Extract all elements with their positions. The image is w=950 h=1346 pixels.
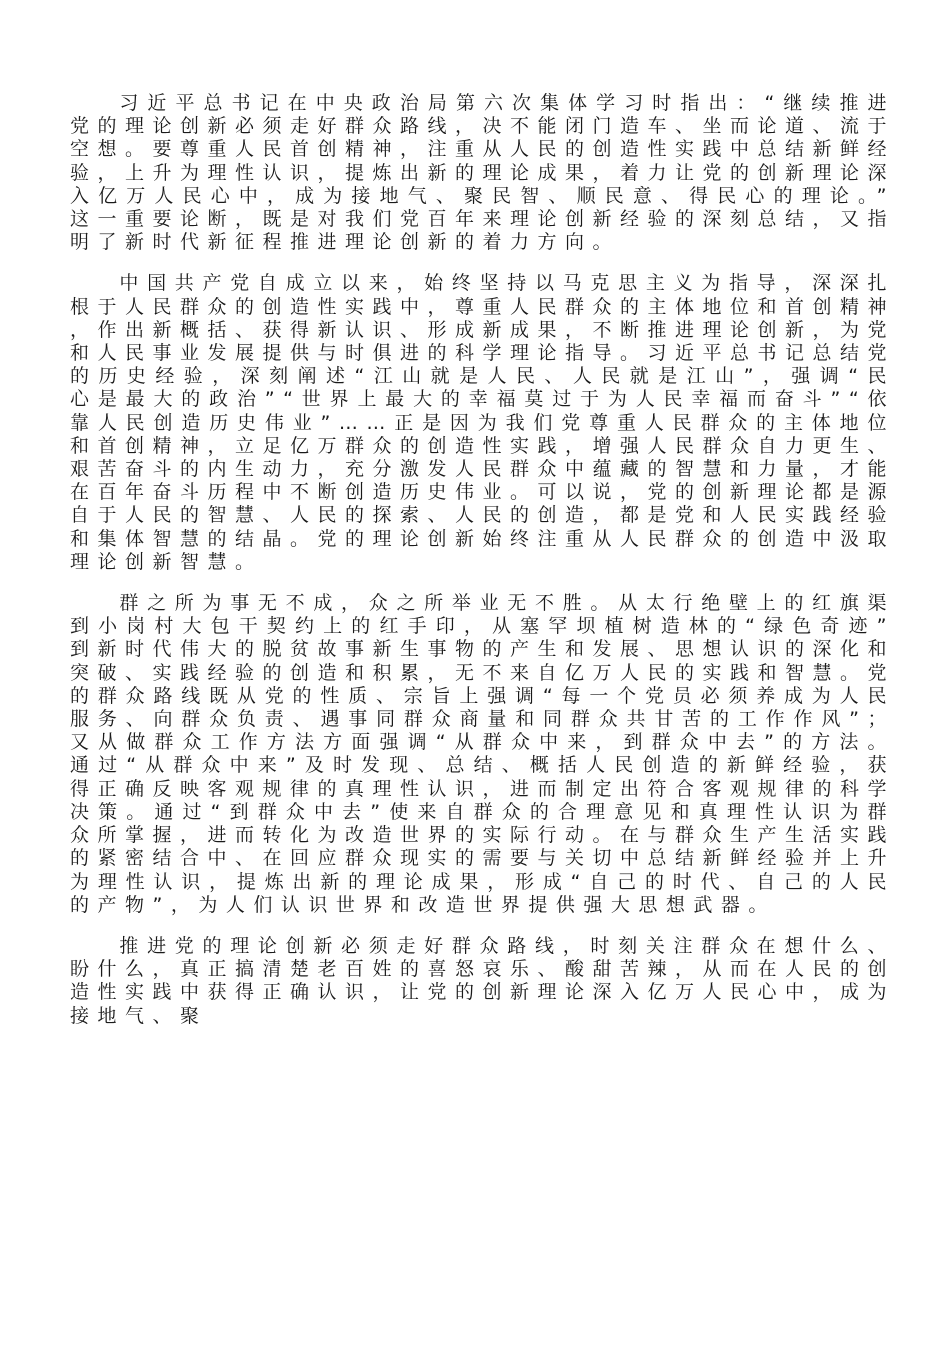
paragraph-3: 群之所为事无不成，众之所举业无不胜。从太行绝壁上的红旗渠到小岗村大包干契约上的红手印，从塞罕坝植树造林的“绿色奇迹”到新时代伟大的脱贫故事新生事物的产生和发展、思想认识的深化和突破、实践经验的创造和积累，无不来自亿万人民的实践和智慧。党的群众路线既从党的性质、宗旨上强调“每一个党员必须养成为人民服务、向群众负责、遇事同群众商量和同群众共甘苦的工作作风”；又从做群众工作方法方面强调“从群众中来，到群众中去”的方法。通过“从群众中来”及时发现、总结、概括人民创造的新鲜经验，获得正确反映客观规律的真理性认识，进而制定出符合客观规律的科学决策。通过“到群众中去”使来自群众的合理意见和真理性认识为群众所掌握，进而转化为改造世界的实际行动。在与群众生产生活实践的紧密结合中、在回应群众现实的需要与关切中总结新鲜经验并上升为理性认识，提炼出新的理论成果，形成“自己的时代、自己的人民的产物”，为人们认识世界和改造世界提供强大思想武器。 bbox=[70, 592, 896, 916]
paragraph-1: 习近平总书记在中央政治局第六次集体学习时指出：“继续推进党的理论创新必须走好群众路线，决不能闭门造车、坐而论道、流于空想。要尊重人民首创精神，注重从人民的创造性实践中总结新鲜经验，上升为理性认识，提炼出新的理论成果，着力让党的创新理论深入亿万人民心中，成为接地气、聚民智、顺民意、得民心的理论。”这一重要论断，既是对我们党百年来理论创新经验的深刻总结，又指明了新时代新征程推进理论创新的着力方向。 bbox=[70, 92, 896, 254]
article-body bbox=[70, 92, 895, 1046]
paragraph-2: 中国共产党自成立以来，始终坚持以马克思主义为指导，深深扎根于人民群众的创造性实践中，尊重人民群众的主体地位和首创精神，作出新概括、获得新认识、形成新成果，不断推进理论创新，为党和人民事业发展提供与时俱进的科学理论指导。习近平总书记总结党的历史经验，深刻阐述“江山就是人民、人民就是江山”，强调“民心是最大的政治”“世界上最大的幸福莫过于为人民幸福而奋斗”“依靠人民创造历史伟业”……正是因为我们党尊重人民群众的主体地位和首创精神，立足亿万群众的创造性实践，增强人民群众自力更生、艰苦奋斗的内生动力，充分激发人民群众中蕴藏的智慧和力量，才能在百年奋斗历程中不断创造历史伟业。可以说，党的创新理论都是源自于人民的智慧、人民的探索、人民的创造，都是党和人民实践经验和集体智慧的结晶。党的理论创新始终注重从人民群众的创造中汲取理论创新智慧。 bbox=[70, 272, 896, 573]
paragraph-4: 推进党的理论创新必须走好群众路线，时刻关注群众在想什么、盼什么，真正搞清楚老百姓的喜怒哀乐、酸甜苦辣，从而在人民的创造性实践中获得正确认识，让党的创新理论深入亿万人民心中，成为接地气、聚 bbox=[70, 934, 896, 1027]
